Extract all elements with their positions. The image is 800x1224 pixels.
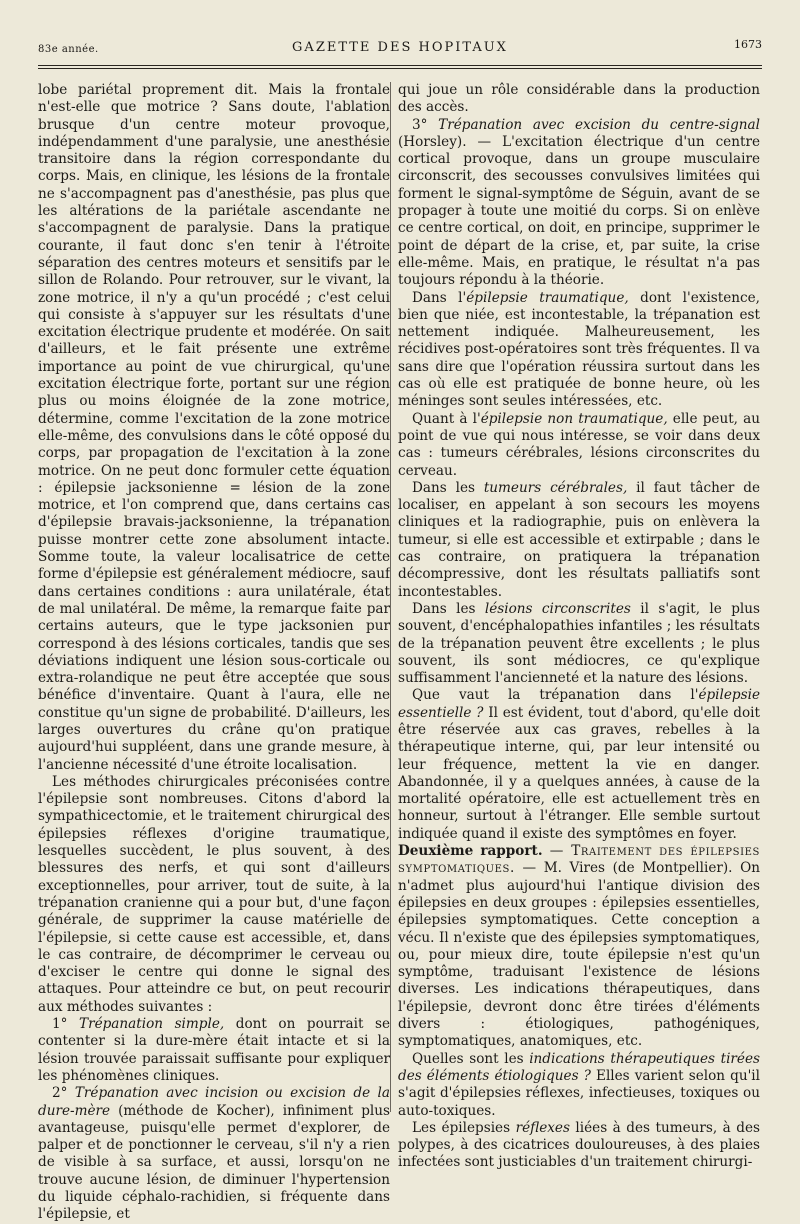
paragraph-lead: 2° xyxy=(52,1085,75,1102)
section-subheading: — Traitement des épilepsies symptomatiques. xyxy=(398,843,760,877)
right-column xyxy=(398,82,761,1171)
paragraph xyxy=(398,290,760,411)
paragraph-emphasis: Trépanation avec incision ou excision de la dure-mère xyxy=(38,1085,390,1119)
paragraph xyxy=(398,480,760,601)
paragraph-text: Elles varient selon qu'il s'agit d'épilepsies réflexes, infectieuses, toxiques ou auto-toxiques. xyxy=(398,1067,761,1119)
paragraph xyxy=(38,1016,390,1085)
issue-label: 83e année. xyxy=(38,44,99,55)
page-number: 1673 xyxy=(734,38,762,51)
paragraph xyxy=(398,117,760,290)
paragraph-emphasis: épilepsie non traumatique, xyxy=(480,410,668,427)
paragraph-emphasis: Trépanation simple, xyxy=(79,1016,225,1033)
paragraph-text: — M. Vires (de Montpellier). On n'admet plus aujourd'hui l'antique division des épilepsies en deux groupes : épilepsies essentielles, épilepsies symptomatiques. Cette conception a vécu. Il n'existe que des épilepsies symptomatiques, ou, pour mieux dire, toute épilepsie n'est qu'un symptôme, traduisant l'existence de lésions diverses. Les indications thérapeutiques, dans l'épilepsie, devront donc être tirées d'éléments divers : étiologiques, pathogéniques, symptomatiques, anatomiques, etc. xyxy=(398,860,760,1050)
paragraph-lead: Quant à l' xyxy=(412,410,481,427)
paragraph-emphasis: lésions circonscrites xyxy=(484,600,631,617)
paragraph-text: liées à des tumeurs, à des polypes, à des cicatrices douloureuses, à des plaies infectées sont justiciables d'un traitement chirurgi- xyxy=(398,1119,760,1171)
paragraph-lead: Quelles sont les xyxy=(412,1050,530,1067)
paragraph xyxy=(398,411,760,480)
left-column xyxy=(38,82,390,1223)
page-header xyxy=(38,34,762,64)
paragraph-text: Il est évident, tout d'abord, qu'elle doit être réservée aux cas graves, rebelles à la thérapeutique interne, qui, par leur intensité ou leur fréquence, mettent la vie en danger. Abandonnée, il y a quelques années, à cause de la mortalité opératoire, elle est actuellement très en honneur, surtout à l'étranger. Elle semble surtout indiquée quand il existe des symptômes en foyer. xyxy=(398,704,760,842)
paragraph-emphasis: épilepsie traumatique, xyxy=(466,289,629,306)
paragraph xyxy=(398,601,760,687)
paragraph-lead: Dans les xyxy=(412,479,484,496)
paragraph-text: qui joue un rôle considérable dans la production des accès. xyxy=(398,82,760,116)
paragraph-text: (Horsley). — L'excitation électrique d'un centre cortical provoque, dans un groupe musculaire circonscrit, des secousses convulsives limitées qui forment le signal-symptôme de Séguin, avant de se propager à toute une moitié du corps. Si on enlève ce centre cortical, on doit, en principe, supprimer le point de départ de la crise, et, par suite, la crise elle-même. Mais, en pratique, le résultat n'a pas toujours répondu à la théorie. xyxy=(398,133,760,289)
paragraph-text: lobe pariétal proprement dit. Mais la frontale n'est-elle que motrice ? Sans doute, l'ablation brusque d'un centre moteur provoque, indépendamment d'une paralysie, une anesthésie transitoire dans la région correspondante du corps. Mais, en clinique, les lésions de la frontale ne s'accompagnent pas d'anesthésie, pas plus que les altérations de la pariétale ascendante ne s'accompagnent de paralysie. Dans la pratique courante, il faut donc s'en tenir à l'étroite séparation des centres moteurs et sensitifs par le sillon de Rolando. Pour retrouver, sur le vivant, la zone motrice, il n'y a qu'un procédé ; c'est celui qui consiste à s'appuyer sur les résultats d'une excitation électrique prudente et modérée. On sait d'ailleurs, et le fait présente une extrême importance au point de vue chirurgical, qu'une excitation électrique forte, portant sur une région plus ou moins éloignée de la zone motrice, détermine, comme l'excitation de la zone motrice elle-même, des convulsions dans le côté opposé du corps, par propagation de l'excitation à la zone motrice. On ne peut donc formuler cette équation : épilepsie jacksonienne = lésion de la zone motrice, et l'on comprend que, dans certains cas d'épilepsie bravais-jacksonienne, la trépanation puisse montrer cette zone absolument intacte. Somme toute, la valeur localisatrice de cette forme d'épilepsie est généralement médiocre, sauf dans certaines conditions : aura unilatérale, état de mal unilatéral. De même, la remarque faite par certains auteurs, que le type jacksonien pur correspond à des lésions corticales, tandis que ses déviations indiquent une lésion sous-corticale ou extra-rolandique ne peut être acceptée que sous bénéfice d'inventaire. Quant à l'aura, elle ne constitue qu'un signe de probabilité. D'ailleurs, les larges ouvertures du crâne qu'on pratique aujourd'hui suppléent, dans une grande mesure, à l'ancienne nécessité d'une étroite localisation. xyxy=(38,82,390,773)
paragraph-text: elle peut, au point de vue qui nous intéresse, se voir dans deux cas : tumeurs cérébrales, lésions circonscrites du cerveau. xyxy=(398,410,760,479)
header-rule-bottom xyxy=(38,68,762,69)
paragraph-text: il s'agit, le plus souvent, d'encéphalopathies infantiles ; les résultats de la trépanation peuvent être excellents ; le plus souvent, ils sont médiocres, ce qu'explique suffisamment l'ancienneté et la nature des lésions. xyxy=(398,600,760,687)
paragraph-lead: Dans l' xyxy=(412,289,467,306)
column-divider xyxy=(390,82,391,1112)
paragraph xyxy=(398,1051,760,1120)
paragraph-lead: 3° xyxy=(412,116,439,133)
paragraph-emphasis: Trépanation avec excision du centre-signal xyxy=(438,116,760,133)
header-rule-top xyxy=(38,65,762,66)
paragraph xyxy=(398,1120,760,1172)
paragraph-emphasis: indications thérapeutiques tirées des éléments étiologiques ? xyxy=(398,1050,760,1084)
paragraph xyxy=(398,687,760,843)
paragraph-text: Les méthodes chirurgicales préconisées contre l'épilepsie sont nombreuses. Citons d'abord la sympathicectomie, et le traitement chirurgical des épilepsies réflexes d'origine traumatique, lesquelles succèdent, le plus souvent, à des blessures des nerfs, et qui sont d'ailleurs exceptionnelles, pour arriver, tout de suite, à la trépanation cranienne qui a pour but, d'une façon générale, de supprimer la cause matérielle de l'épilepsie, si cette cause est accessible, et, dans le cas contraire, de décomprimer le cerveau ou d'exciser le centre qui donne le signal des attaques. Pour atteindre ce but, on peut recourir aux méthodes suivantes : xyxy=(38,773,390,1015)
paragraph-lead: Dans les xyxy=(412,600,485,617)
paragraph-text: (méthode de Kocher), infiniment plus avantageuse, puisqu'elle permet d'explorer, de palper et de ponctionner le cerveau, s'il n'y a rien de visible à sa surface, et aussi, lorsqu'on ne trouve aucune lésion, de diminuer l'hypertension du liquide céphalo-rachidien, si fréquente dans l'épilepsie, et xyxy=(38,1102,390,1223)
paragraph xyxy=(38,1085,390,1223)
publication-title: GAZETTE DES HOPITAUX xyxy=(292,40,508,55)
paragraph xyxy=(38,82,390,774)
paragraph-text: il faut tâcher de localiser, en appelant à son secours les moyens cliniques et la radiographie, puis on enlèvera la tumeur, si elle est accessible et extirpable ; dans le cas contraire, on pratiquera la trépanation décompressive, dont les résultats palliatifs sont incontestables. xyxy=(398,479,760,600)
paragraph-lead: Que vaut la trépanation dans l' xyxy=(412,687,699,704)
paragraph-text: dont l'existence, bien que niée, est incontestable, la trépanation est nettement indiquée. Malheureusement, les récidives post-opératoires sont très fréquentes. Il va sans dire que l'opération réussira surtout dans les cas où elle est pratiquée de bonne heure, où les méninges sont seules intéressées, etc. xyxy=(398,289,761,410)
paragraph xyxy=(398,82,760,117)
paragraph-lead: 1° xyxy=(52,1016,79,1033)
paragraph-emphasis: tumeurs cérébrales, xyxy=(483,479,628,496)
paragraph-emphasis: réflexes xyxy=(515,1119,570,1136)
paragraph xyxy=(38,774,390,1016)
paragraph-text: dont on pourrait se contenter si la dure-mère était intacte et si la lésion trouvée paraissait suffisante pour expliquer les phénomènes cliniques. xyxy=(38,1016,390,1084)
paragraph-lead: Les épilepsies xyxy=(412,1119,516,1136)
paragraph-emphasis: épilepsie essentielle ? xyxy=(398,687,760,721)
section-heading: Deuxième rapport. xyxy=(398,843,543,860)
